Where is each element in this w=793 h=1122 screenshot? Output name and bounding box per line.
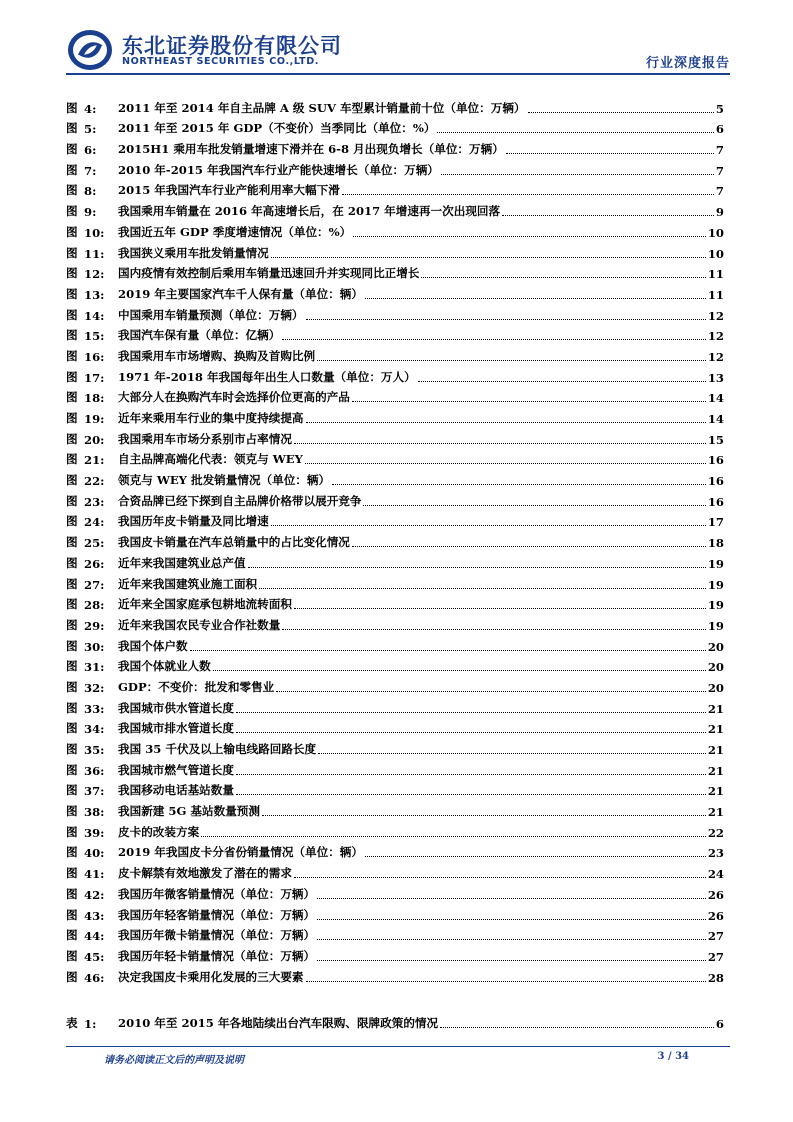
toc-entry-page: 11 — [707, 287, 724, 302]
toc-entry-title: 近年来全国家庭承包耕地流转面积 — [118, 597, 292, 612]
toc-leader-dots — [353, 235, 706, 237]
toc-entry-prefix: 图 — [66, 886, 78, 901]
toc-entry-title: 决定我国皮卡乘用化发展的三大要素 — [118, 969, 304, 984]
toc-entry-number: 42: — [84, 887, 105, 902]
toc-entry-page: 11 — [707, 267, 724, 282]
toc-entry-page: 19 — [707, 577, 724, 592]
toc-entry[interactable] — [66, 405, 724, 426]
toc-entry-page: 20 — [707, 660, 724, 675]
toc-entry-title: 2011 年至 2014 年自主品牌 A 级 SUV 车型累计销量前十位（单位：万辆） — [118, 100, 526, 115]
toc-entry-prefix: 图 — [66, 762, 78, 777]
toc-leader-dots — [294, 607, 706, 609]
toc-entry[interactable] — [66, 261, 724, 282]
toc-entry-prefix: 图 — [66, 286, 78, 301]
toc-leader-dots — [262, 814, 706, 816]
toc-entry-prefix: 图 — [66, 804, 78, 819]
toc-entry-prefix: 图 — [66, 948, 78, 963]
toc-entry-title: 我国新建 5G 基站数量预测 — [118, 804, 260, 819]
toc-entry-number: 32: — [84, 680, 105, 695]
toc-entry-prefix: 图 — [66, 348, 78, 363]
toc-leader-dots — [318, 752, 706, 754]
toc-entry-prefix: 图 — [66, 535, 78, 550]
toc-entry[interactable] — [66, 571, 724, 592]
toc-entry-title: 我国历年轻客销量情况（单位：万辆） — [118, 907, 316, 922]
toc-entry-title: 我国移动电话基站数量 — [118, 783, 234, 798]
toc-entry-prefix: 图 — [66, 224, 78, 239]
toc-entry-title: 2011 年至 2015 年 GDP（不变价）当季同比（单位：%） — [118, 121, 436, 136]
toc-entry-number: 22: — [84, 474, 105, 489]
toc-entry[interactable] — [66, 695, 724, 716]
toc-entry[interactable] — [66, 881, 724, 902]
toc-entry-title: 我国个体就业人数 — [118, 659, 211, 674]
toc-entry[interactable] — [66, 302, 724, 323]
toc-entry[interactable] — [66, 798, 724, 819]
toc-entry-number: 5: — [84, 122, 97, 137]
toc-entry-number: 31: — [84, 660, 105, 675]
toc-leader-dots — [317, 359, 706, 361]
toc-entry-title: 我国乘用车市场增购、换购及首购比例 — [118, 348, 316, 363]
toc-entry-number: 17: — [84, 370, 105, 385]
toc-leader-dots — [317, 897, 706, 899]
toc-entry-title: 2015 年我国汽车行业产能利用率大幅下滑 — [118, 183, 340, 198]
toc-leader-dots — [294, 442, 706, 444]
toc-entry-prefix: 图 — [66, 514, 78, 529]
toc-entry-prefix: 图 — [66, 928, 78, 943]
toc-entry[interactable] — [66, 198, 724, 219]
toc-entry[interactable] — [66, 157, 724, 178]
toc-entry-page: 14 — [707, 391, 724, 406]
toc-entry-prefix: 图 — [66, 328, 78, 343]
toc-entry[interactable] — [66, 426, 724, 447]
toc-entry-page: 21 — [707, 743, 724, 757]
toc-entry-prefix: 图 — [66, 638, 78, 653]
toc-entry-page: 27 — [707, 929, 724, 944]
toc-leader-dots — [236, 711, 706, 713]
toc-leader-dots — [213, 669, 706, 671]
toc-entry-title: 我国乘用车市场分系别市占率情况 — [118, 431, 292, 446]
toc-entry-number: 20: — [84, 432, 105, 447]
toc-entry-number: 37: — [84, 784, 105, 799]
toc-entry-page: 21 — [707, 763, 724, 778]
toc-entry-number: 46: — [84, 970, 105, 985]
toc-entry-number: 12: — [84, 267, 105, 282]
toc-entry-prefix: 图 — [66, 162, 78, 177]
toc-entry-page: 27 — [707, 949, 724, 964]
toc-leader-dots — [190, 649, 706, 651]
toc-entry-prefix: 图 — [66, 204, 78, 219]
toc-entry-number: 27: — [84, 577, 105, 592]
toc-entry-number: 16: — [84, 349, 105, 364]
toc-leader-dots — [440, 1026, 714, 1028]
toc-entry-page: 15 — [707, 432, 724, 447]
toc-entry-prefix: 图 — [66, 183, 78, 198]
toc-entry-page: 13 — [707, 370, 724, 385]
toc-entry-number: 43: — [84, 908, 105, 923]
toc-entry-page: 12 — [707, 308, 724, 323]
toc-entry-number: 29: — [84, 618, 105, 633]
toc-entry[interactable] — [66, 136, 724, 157]
toc-entry[interactable] — [66, 757, 724, 778]
toc-leader-dots — [306, 421, 706, 423]
toc-entry-prefix: 图 — [66, 452, 78, 467]
toc-leader-dots — [248, 566, 706, 568]
toc-entry[interactable] — [66, 219, 724, 240]
toc-entry-page: 26 — [707, 887, 724, 902]
toc-entry-page: 19 — [707, 618, 724, 633]
toc-leader-dots — [317, 959, 706, 961]
toc-entry[interactable] — [66, 178, 724, 199]
toc-entry-page: 7 — [715, 163, 724, 178]
toc-leader-dots — [363, 504, 705, 506]
toc-entry-number: 4: — [84, 101, 97, 116]
toc-entry-number: 26: — [84, 556, 105, 571]
footer-divider — [66, 1046, 730, 1047]
toc-entry-page: 21 — [707, 722, 724, 737]
toc-leader-dots — [317, 918, 706, 920]
toc-entry-page: 7 — [715, 143, 724, 158]
footer-disclaimer: 请务必阅读正文后的声明及说明 — [104, 1055, 244, 1066]
toc-entry-prefix: 图 — [66, 307, 78, 322]
toc-entry-number: 19: — [84, 412, 105, 426]
toc-entry-prefix: 图 — [66, 824, 78, 839]
toc-entry-number: 30: — [84, 639, 105, 654]
toc-entry-page: 6 — [715, 122, 724, 137]
toc-entry-title: 我国历年轻卡销量情况（单位：万辆） — [118, 948, 316, 963]
page-header — [66, 28, 730, 72]
toc-entry-prefix: 图 — [66, 121, 78, 136]
toc-entry-prefix: 图 — [66, 266, 78, 281]
toc-entry[interactable] — [66, 343, 724, 364]
toc-leader-dots — [271, 256, 706, 258]
toc-entry-title: 合资品牌已经下探到自主品牌价格带以展开竞争 — [118, 493, 362, 508]
toc-leader-dots — [271, 524, 706, 526]
toc-entry-page: 16 — [707, 453, 724, 468]
toc-leader-dots — [502, 214, 714, 216]
toc-leader-dots — [528, 111, 714, 113]
toc-entry-prefix: 图 — [66, 659, 78, 674]
toc-entry-title: 2010 年-2015 年我国汽车行业产能快速增长（单位：万辆） — [118, 162, 439, 177]
toc-entry-page: 16 — [707, 474, 724, 489]
toc-entry-title: 2019 年主要国家汽车千人保有量（单位：辆） — [118, 286, 363, 301]
toc-entry[interactable] — [66, 281, 724, 302]
toc-entry[interactable] — [66, 964, 724, 985]
toc-entry-prefix: 图 — [66, 783, 78, 798]
toc-leader-dots — [259, 587, 706, 589]
toc-entry-page: 10 — [707, 225, 724, 240]
toc-entry-number: 36: — [84, 763, 105, 778]
toc-leader-dots — [201, 835, 706, 837]
toc-entry-prefix: 图 — [66, 742, 78, 756]
toc-entry-title: 皮卡解禁有效地激发了潜在的需求 — [118, 866, 292, 881]
toc-entry-number: 28: — [84, 598, 105, 613]
toc-entry-number: 44: — [84, 929, 105, 944]
toc-entry-title: 我国个体户数 — [118, 638, 188, 653]
toc-entry[interactable] — [66, 860, 724, 881]
toc-entry-title: 我国近五年 GDP 季度增速情况（单位：%） — [118, 224, 352, 239]
toc-entry[interactable] — [66, 488, 724, 509]
toc-leader-dots — [342, 193, 714, 195]
toc-entry-prefix: 图 — [66, 100, 78, 115]
toc-entry-title: 大部分人在换购汽车时会选择价位更高的产品 — [118, 390, 350, 405]
toc-entry-number: 6: — [84, 143, 97, 158]
company-name-en: NORTHEAST SECURITIES CO.,LTD. — [122, 56, 320, 67]
toc-leader-dots — [282, 338, 706, 340]
page-number: 3 / 34 — [657, 1051, 689, 1062]
company-name-cn: 东北证券股份有限公司 — [122, 34, 342, 58]
toc-leader-dots — [441, 173, 714, 175]
toc-entry-title: 近年来我国农民专业合作社数量 — [118, 617, 281, 632]
toc-entry-title: 我国城市排水管道长度 — [118, 721, 234, 736]
toc-entry-title: 2010 年至 2015 年各地陆续出台汽车限购、限牌政策的情况 — [118, 1015, 439, 1030]
toc-entry[interactable] — [66, 323, 724, 344]
figure-toc-list — [66, 95, 724, 985]
toc-entry-prefix: 图 — [66, 576, 78, 591]
toc-entry-number: 13: — [84, 287, 105, 302]
toc-entry-page: 7 — [715, 184, 724, 199]
toc-entry-page: 19 — [707, 598, 724, 613]
toc-entry-prefix: 图 — [66, 597, 78, 612]
toc-entry-page: 23 — [707, 846, 724, 861]
toc-leader-dots — [317, 938, 706, 940]
toc-entry-title: 近年来乘用车行业的集中度持续提高 — [118, 411, 304, 425]
toc-leader-dots — [437, 131, 713, 133]
toc-entry-number: 1: — [84, 1016, 97, 1031]
toc-entry-prefix: 图 — [66, 431, 78, 446]
toc-entry-title: 2019 年我国皮卡分省份销量情况（单位：辆） — [118, 845, 363, 860]
toc-entry[interactable] — [66, 95, 724, 116]
toc-entry-title: 皮卡的改装方案 — [118, 824, 200, 839]
toc-leader-dots — [418, 380, 706, 382]
toc-leader-dots — [305, 462, 706, 464]
toc-entry[interactable] — [66, 385, 724, 406]
toc-entry-number: 10: — [84, 225, 105, 240]
toc-entry[interactable] — [66, 529, 724, 550]
toc-entry-title: 自主品牌高端化代表：领克与 WEY — [118, 452, 303, 467]
toc-entry[interactable] — [66, 467, 724, 488]
toc-entry-title: 中国乘用车销量预测（单位：万辆） — [118, 307, 304, 322]
toc-entry[interactable] — [66, 116, 724, 137]
toc-entry[interactable] — [66, 509, 724, 530]
toc-entry-page: 16 — [707, 494, 724, 509]
toc-entry-number: 25: — [84, 536, 105, 551]
toc-entry-title: 我国历年微客销量情况（单位：万辆） — [118, 886, 316, 901]
toc-leader-dots — [506, 152, 714, 154]
toc-entry-prefix: 图 — [66, 245, 78, 260]
toc-entry-number: 41: — [84, 867, 105, 882]
toc-entry-page: 9 — [715, 205, 724, 220]
toc-entry[interactable] — [66, 550, 724, 571]
toc-entry-page: 24 — [707, 867, 724, 882]
toc-entry-prefix: 图 — [66, 411, 78, 425]
toc-entry-number: 14: — [84, 308, 105, 323]
toc-leader-dots — [365, 297, 706, 299]
toc-leader-dots — [236, 793, 706, 795]
table-toc-list — [66, 1010, 724, 1031]
toc-entry-number: 40: — [84, 846, 105, 861]
toc-entry-prefix: 图 — [66, 679, 78, 694]
toc-entry-prefix: 图 — [66, 473, 78, 488]
toc-entry-page: 10 — [707, 246, 724, 261]
toc-entry-page: 6 — [715, 1016, 724, 1031]
toc-entry-page: 17 — [707, 515, 724, 530]
toc-leader-dots — [236, 731, 706, 733]
toc-entry-title: 我国历年微卡销量情况（单位：万辆） — [118, 928, 316, 943]
toc-entry-prefix: 图 — [66, 142, 78, 157]
toc-entry-page: 18 — [707, 536, 724, 551]
toc-entry-number: 39: — [84, 825, 105, 840]
toc-leader-dots — [282, 628, 706, 630]
toc-entry-title: 我国乘用车销量在 2016 年高速增长后，在 2017 年增速再一次出现回落 — [118, 204, 501, 219]
toc-entry-number: 18: — [84, 391, 105, 406]
toc-entry-number: 23: — [84, 494, 105, 509]
toc-entry-number: 7: — [84, 163, 97, 178]
toc-entry-title: 领克与 WEY 批发销量情况（单位：辆） — [118, 473, 331, 488]
toc-entry-number: 35: — [84, 743, 105, 757]
toc-entry-title: 我国城市燃气管道长度 — [118, 762, 234, 777]
toc-entry-title: 我国 35 千伏及以上输电线路回路长度 — [118, 742, 317, 756]
toc-entry[interactable] — [66, 240, 724, 261]
toc-entry-page: 12 — [707, 349, 724, 364]
toc-entry[interactable] — [66, 447, 724, 468]
toc-entry[interactable] — [66, 716, 724, 737]
toc-leader-dots — [352, 545, 706, 547]
toc-entry-number: 33: — [84, 701, 105, 716]
toc-entry-title: GDP：不变价：批发和零售业 — [118, 679, 275, 694]
toc-entry-prefix: 图 — [66, 700, 78, 715]
report-type-label: 行业深度报告 — [645, 56, 730, 71]
toc-entry-page: 20 — [707, 639, 724, 654]
toc-entry[interactable] — [66, 943, 724, 964]
toc-entry[interactable] — [66, 1010, 724, 1031]
toc-entry-page: 20 — [707, 680, 724, 695]
toc-entry-prefix: 图 — [66, 845, 78, 860]
toc-entry-page: 28 — [707, 970, 724, 985]
toc-entry-prefix: 图 — [66, 390, 78, 405]
toc-entry-page: 19 — [707, 556, 724, 571]
toc-entry-prefix: 表 — [66, 1015, 78, 1030]
company-logo-icon — [66, 28, 120, 72]
toc-entry-number: 11: — [84, 246, 105, 261]
toc-leader-dots — [276, 690, 706, 692]
toc-entry-number: 9: — [84, 205, 97, 220]
toc-entry-number: 21: — [84, 453, 105, 468]
toc-entry[interactable] — [66, 592, 724, 613]
toc-entry-number: 24: — [84, 515, 105, 530]
toc-entry[interactable] — [66, 923, 724, 944]
toc-entry-prefix: 图 — [66, 866, 78, 881]
toc-entry-title: 近年来我国建筑业施工面积 — [118, 576, 258, 591]
toc-entry-prefix: 图 — [66, 969, 78, 984]
toc-leader-dots — [352, 400, 706, 402]
toc-entry[interactable] — [66, 674, 724, 695]
toc-entry-page: 21 — [707, 784, 724, 799]
toc-entry[interactable] — [66, 654, 724, 675]
toc-entry-number: 15: — [84, 329, 105, 344]
toc-entry-title: 我国皮卡销量在汽车总销量中的占比变化情况 — [118, 535, 350, 550]
toc-entry[interactable] — [66, 612, 724, 633]
toc-entry-number: 8: — [84, 184, 97, 199]
toc-entry-page: 14 — [707, 412, 724, 426]
toc-leader-dots — [421, 276, 705, 278]
toc-entry[interactable] — [66, 633, 724, 654]
toc-entry-page: 21 — [707, 701, 724, 716]
toc-entry-title: 我国历年皮卡销量及同比增速 — [118, 514, 269, 529]
toc-entry-number: 34: — [84, 722, 105, 737]
toc-leader-dots — [294, 876, 706, 878]
toc-entry[interactable] — [66, 364, 724, 385]
toc-entry-title: 我国城市供水管道长度 — [118, 700, 234, 715]
toc-entry-prefix: 图 — [66, 493, 78, 508]
toc-entry-prefix: 图 — [66, 617, 78, 632]
toc-entry-title: 我国汽车保有量（单位：亿辆） — [118, 328, 281, 343]
toc-entry-page: 5 — [715, 101, 724, 116]
toc-leader-dots — [332, 483, 706, 485]
toc-entry-page: 12 — [707, 329, 724, 344]
toc-entry-prefix: 图 — [66, 721, 78, 736]
toc-entry-page: 21 — [707, 805, 724, 820]
toc-entry-prefix: 图 — [66, 555, 78, 570]
toc-entry[interactable] — [66, 778, 724, 799]
toc-entry-title: 1971 年-2018 年我国每年出生人口数量（单位：万人） — [118, 369, 416, 384]
toc-leader-dots — [306, 318, 706, 320]
toc-leader-dots — [306, 980, 706, 982]
toc-entry-number: 38: — [84, 805, 105, 820]
toc-entry[interactable] — [66, 902, 724, 923]
toc-entry-title: 我国狭义乘用车批发销量情况 — [118, 245, 269, 260]
toc-entry[interactable] — [66, 819, 724, 840]
toc-entry-title: 近年来我国建筑业总产值 — [118, 555, 246, 570]
toc-entry[interactable] — [66, 736, 724, 757]
toc-leader-dots — [365, 855, 706, 857]
header-divider — [66, 73, 730, 75]
toc-entry-page: 26 — [707, 908, 724, 923]
toc-leader-dots — [236, 773, 706, 775]
toc-entry-prefix: 图 — [66, 907, 78, 922]
toc-entry-page: 22 — [707, 825, 724, 840]
toc-entry-prefix: 图 — [66, 369, 78, 384]
toc-entry-number: 45: — [84, 949, 105, 964]
toc-entry-title: 2015H1 乘用车批发销量增速下滑并在 6-8 月出现负增长（单位：万辆） — [118, 142, 504, 157]
toc-entry[interactable] — [66, 840, 724, 861]
toc-entry-title: 国内疫情有效控制后乘用车销量迅速回升并实现同比正增长 — [118, 266, 420, 281]
